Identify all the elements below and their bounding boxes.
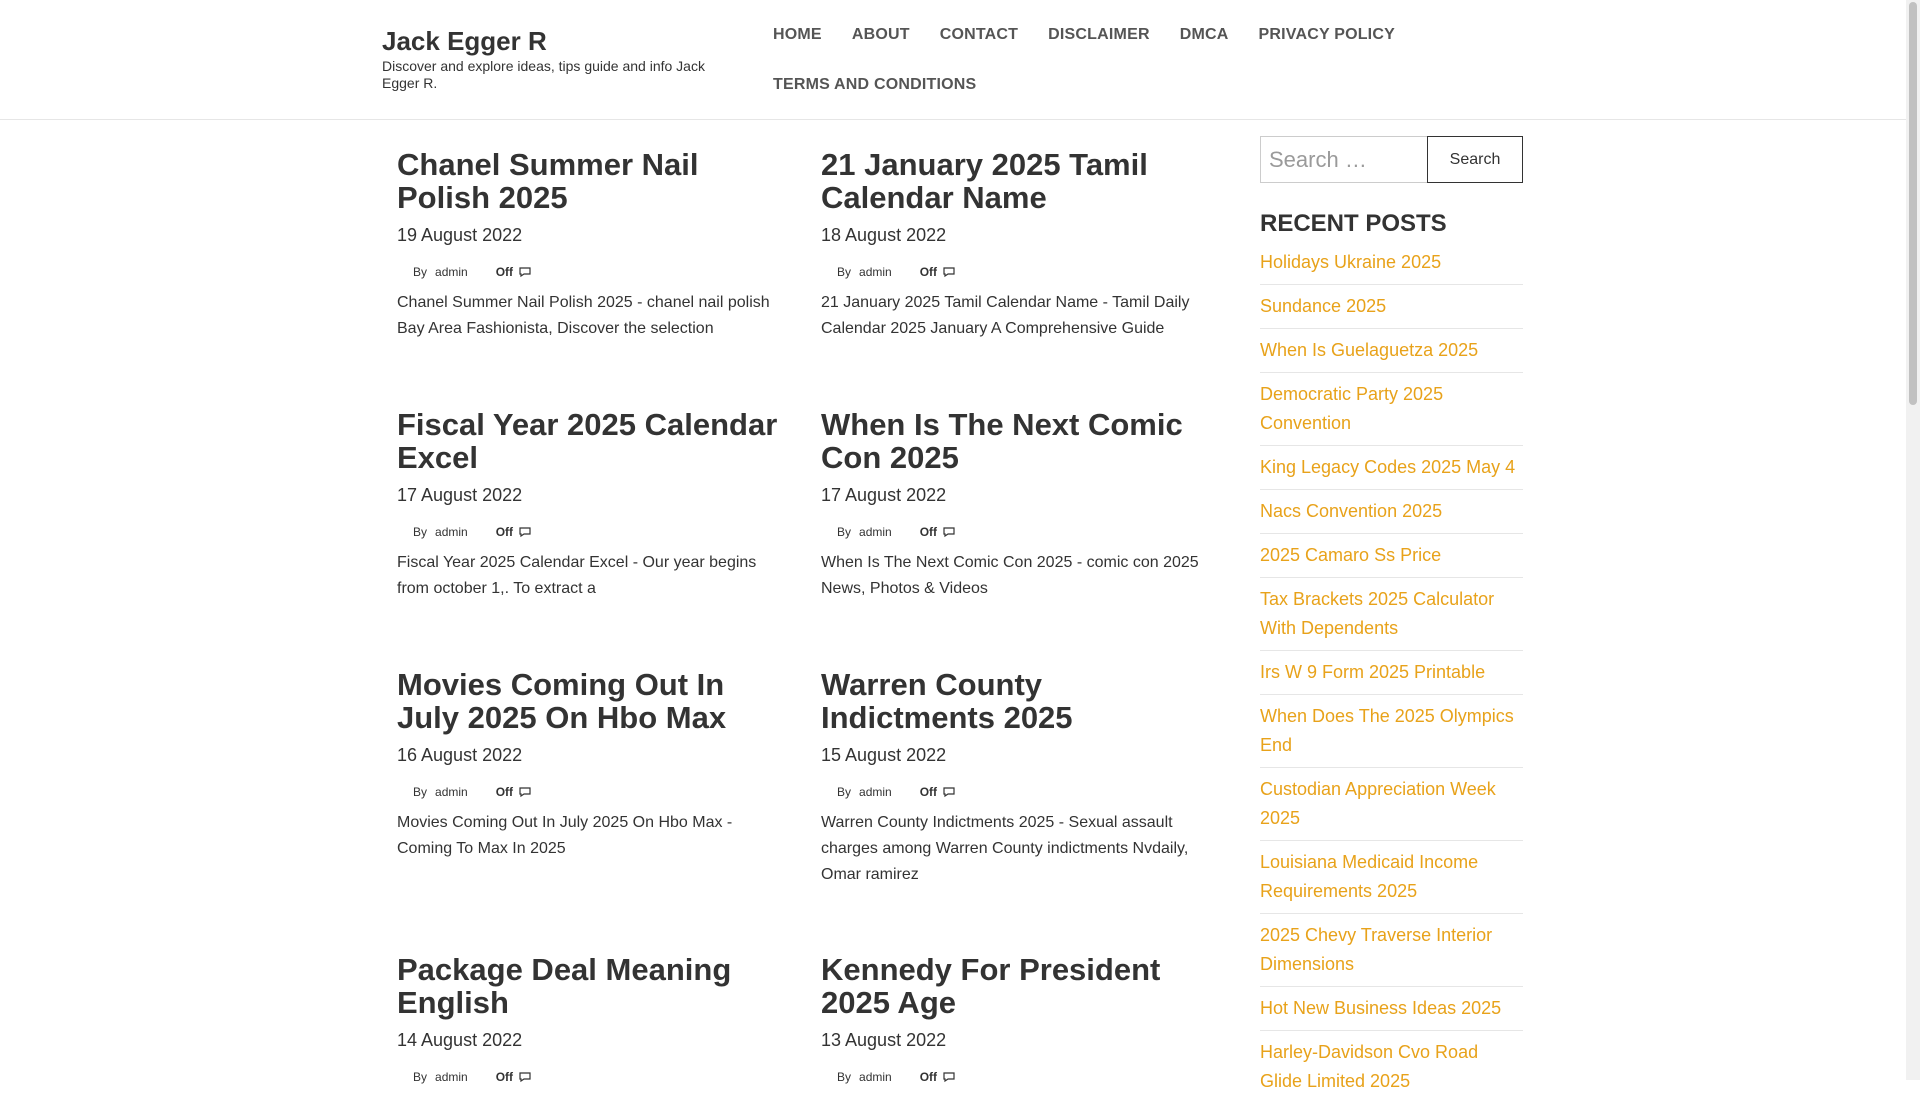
- post-excerpt: Movies Coming Out In July 2025 On Hbo Max - Coming To Max In 2025: [397, 814, 733, 857]
- post-by-label: By: [413, 265, 428, 279]
- post-by-label: By: [837, 785, 852, 799]
- list-item: [1260, 329, 1523, 373]
- post-by-label: By: [413, 785, 428, 799]
- post-title[interactable]: Kennedy For President 2025 Age: [821, 952, 1161, 1020]
- nav-item-home: [758, 10, 837, 60]
- recent-post-link[interactable]: Sundance 2025: [1260, 296, 1387, 316]
- post-comments-link[interactable]: Off: [919, 785, 938, 799]
- list-item: [1260, 534, 1523, 578]
- post-title[interactable]: Package Deal Meaning English: [397, 952, 732, 1020]
- recent-post-link[interactable]: Hot New Business Ideas 2025: [1260, 998, 1502, 1018]
- post-meta: [397, 524, 787, 540]
- post-comments-link[interactable]: Off: [919, 525, 938, 539]
- post-card: [397, 148, 787, 342]
- post-excerpt: Chanel Summer Nail Polish 2025 - chanel nail polish Bay Area Fashionista, Discover the selection: [397, 294, 770, 337]
- post-author-link[interactable]: admin: [859, 785, 892, 799]
- post-comments-link[interactable]: Off: [495, 1070, 514, 1084]
- nav-link-dmca[interactable]: DMCA: [1179, 26, 1229, 43]
- list-item: [1260, 285, 1523, 329]
- comment-icon: [519, 1072, 531, 1082]
- list-item: [1260, 241, 1523, 285]
- post-by-label: By: [413, 525, 428, 539]
- comment-icon: [519, 267, 531, 277]
- recent-post-link[interactable]: 2025 Chevy Traverse Interior Dimensions: [1260, 925, 1493, 974]
- site-header: [0, 0, 1906, 120]
- nav-link-privacy-policy[interactable]: PRIVACY POLICY: [1258, 26, 1395, 43]
- list-item: [1260, 914, 1523, 987]
- post-title[interactable]: 21 January 2025 Tamil Calendar Name: [821, 147, 1148, 215]
- post-card: [821, 953, 1221, 1085]
- nav-item-privacy-policy: [1244, 10, 1410, 60]
- post-title[interactable]: Chanel Summer Nail Polish 2025: [397, 147, 699, 215]
- search-form: [1260, 136, 1523, 183]
- post-title[interactable]: When Is The Next Comic Con 2025: [821, 407, 1183, 475]
- post-author-link[interactable]: admin: [859, 1070, 892, 1084]
- post-date: 15 August 2022: [821, 745, 947, 765]
- post-date: 17 August 2022: [821, 485, 947, 505]
- post-by-label: By: [413, 1070, 428, 1084]
- list-item: [1260, 490, 1523, 534]
- post-card: [397, 668, 787, 862]
- comment-icon: [943, 787, 955, 797]
- recent-post-link[interactable]: Nacs Convention 2025: [1260, 501, 1443, 521]
- comment-icon: [943, 527, 955, 537]
- post-meta: [821, 784, 1221, 800]
- sidebar: [1260, 136, 1523, 1103]
- site-title[interactable]: Jack Egger R: [382, 26, 547, 56]
- recent-post-link[interactable]: Louisiana Medicaid Income Requirements 2025: [1260, 852, 1479, 901]
- post-by-label: By: [837, 525, 852, 539]
- post-comments-link[interactable]: Off: [919, 265, 938, 279]
- post-meta: [397, 784, 787, 800]
- list-item: [1260, 373, 1523, 446]
- recent-post-link[interactable]: Harley-Davidson Cvo Road Glide Limited 2025: [1260, 1042, 1479, 1091]
- nav-link-contact[interactable]: CONTACT: [939, 26, 1019, 43]
- post-comments-link[interactable]: Off: [495, 525, 514, 539]
- search-input[interactable]: [1260, 136, 1427, 183]
- nav-item-about: [837, 10, 925, 60]
- nav-item-contact: [925, 10, 1033, 60]
- nav-link-home[interactable]: HOME: [773, 26, 822, 43]
- recent-post-link[interactable]: King Legacy Codes 2025 May 4: [1260, 457, 1516, 477]
- nav-item-terms: [758, 60, 991, 110]
- post-card: [821, 668, 1221, 888]
- nav-menu: [758, 10, 1478, 110]
- post-date: 18 August 2022: [821, 225, 947, 245]
- post-excerpt: Warren County Indictments 2025 - Sexual assault charges among Warren County indictments Nvdaily, Omar ramirez: [821, 814, 1189, 883]
- recent-post-link[interactable]: Democratic Party 2025 Convention: [1260, 384, 1444, 433]
- nav-link-terms[interactable]: TERMS AND CONDITIONS: [773, 76, 977, 93]
- post-author-link[interactable]: admin: [859, 265, 892, 279]
- post-author-link[interactable]: admin: [435, 1070, 468, 1084]
- post-meta: [821, 264, 1221, 280]
- comment-icon: [943, 1072, 955, 1082]
- list-item: [1260, 651, 1523, 695]
- page-scrollbar[interactable]: [1906, 0, 1920, 1080]
- list-item: [1260, 768, 1523, 841]
- site-branding: [382, 26, 732, 92]
- post-date: 17 August 2022: [397, 485, 523, 505]
- list-item: [1260, 1031, 1523, 1103]
- recent-post-link[interactable]: Custodian Appreciation Week 2025: [1260, 779, 1496, 828]
- recent-post-link[interactable]: Irs W 9 Form 2025 Printable: [1260, 662, 1486, 682]
- post-date: 14 August 2022: [397, 1030, 523, 1050]
- post-author-link[interactable]: admin: [435, 525, 468, 539]
- nav-item-dmca: [1165, 10, 1244, 60]
- recent-posts-list: [1260, 241, 1523, 1103]
- post-meta: [397, 264, 787, 280]
- post-author-link[interactable]: admin: [859, 525, 892, 539]
- post-title[interactable]: Movies Coming Out In July 2025 On Hbo Max: [397, 667, 727, 735]
- recent-post-link[interactable]: When Is Guelaguetza 2025: [1260, 340, 1479, 360]
- recent-post-link[interactable]: Holidays Ukraine 2025: [1260, 252, 1442, 272]
- post-by-label: By: [837, 265, 852, 279]
- post-excerpt: Fiscal Year 2025 Calendar Excel - Our year begins from october 1,. To extract a: [397, 554, 757, 597]
- post-excerpt: 21 January 2025 Tamil Calendar Name - Tamil Daily Calendar 2025 January A Comprehensive Guide: [821, 294, 1190, 337]
- list-item: [1260, 695, 1523, 768]
- nav-link-about[interactable]: ABOUT: [851, 26, 910, 43]
- nav-item-disclaimer: [1033, 10, 1165, 60]
- nav-link-disclaimer[interactable]: DISCLAIMER: [1048, 26, 1150, 43]
- post-by-label: By: [837, 1070, 852, 1084]
- main-navigation: [758, 10, 1478, 110]
- search-button[interactable]: Search: [1427, 136, 1523, 183]
- post-card: [397, 953, 787, 1085]
- post-meta: [821, 1069, 1221, 1085]
- post-date: 19 August 2022: [397, 225, 523, 245]
- post-meta: [397, 1069, 787, 1085]
- scrollbar-thumb[interactable]: [1909, 2, 1917, 405]
- list-item: [1260, 987, 1523, 1031]
- post-comments-link[interactable]: Off: [495, 265, 514, 279]
- recent-post-link[interactable]: 2025 Camaro Ss Price: [1260, 545, 1442, 565]
- post-comments-link[interactable]: Off: [495, 785, 514, 799]
- post-date: 13 August 2022: [821, 1030, 947, 1050]
- comment-icon: [519, 787, 531, 797]
- post-author-link[interactable]: admin: [435, 265, 468, 279]
- site-description: Discover and explore ideas, tips guide and info Jack Egger R.: [382, 58, 705, 91]
- recent-post-link[interactable]: Tax Brackets 2025 Calculator With Dependents: [1260, 589, 1495, 638]
- post-date: 16 August 2022: [397, 745, 523, 765]
- post-title[interactable]: Fiscal Year 2025 Calendar Excel: [397, 407, 778, 475]
- recent-post-link[interactable]: When Does The 2025 Olympics End: [1260, 706, 1514, 755]
- post-excerpt: When Is The Next Comic Con 2025 - comic con 2025 News, Photos & Videos: [821, 554, 1199, 597]
- post-card: [397, 408, 787, 602]
- post-card: [821, 148, 1221, 342]
- recent-posts-title: RECENT POSTS: [1260, 210, 1447, 237]
- list-item: [1260, 578, 1523, 651]
- comment-icon: [519, 527, 531, 537]
- comment-icon: [943, 267, 955, 277]
- list-item: [1260, 446, 1523, 490]
- post-comments-link[interactable]: Off: [919, 1070, 938, 1084]
- post-meta: [821, 524, 1221, 540]
- post-author-link[interactable]: admin: [435, 785, 468, 799]
- post-title[interactable]: Warren County Indictments 2025: [821, 667, 1073, 735]
- post-card: [821, 408, 1221, 602]
- list-item: [1260, 841, 1523, 914]
